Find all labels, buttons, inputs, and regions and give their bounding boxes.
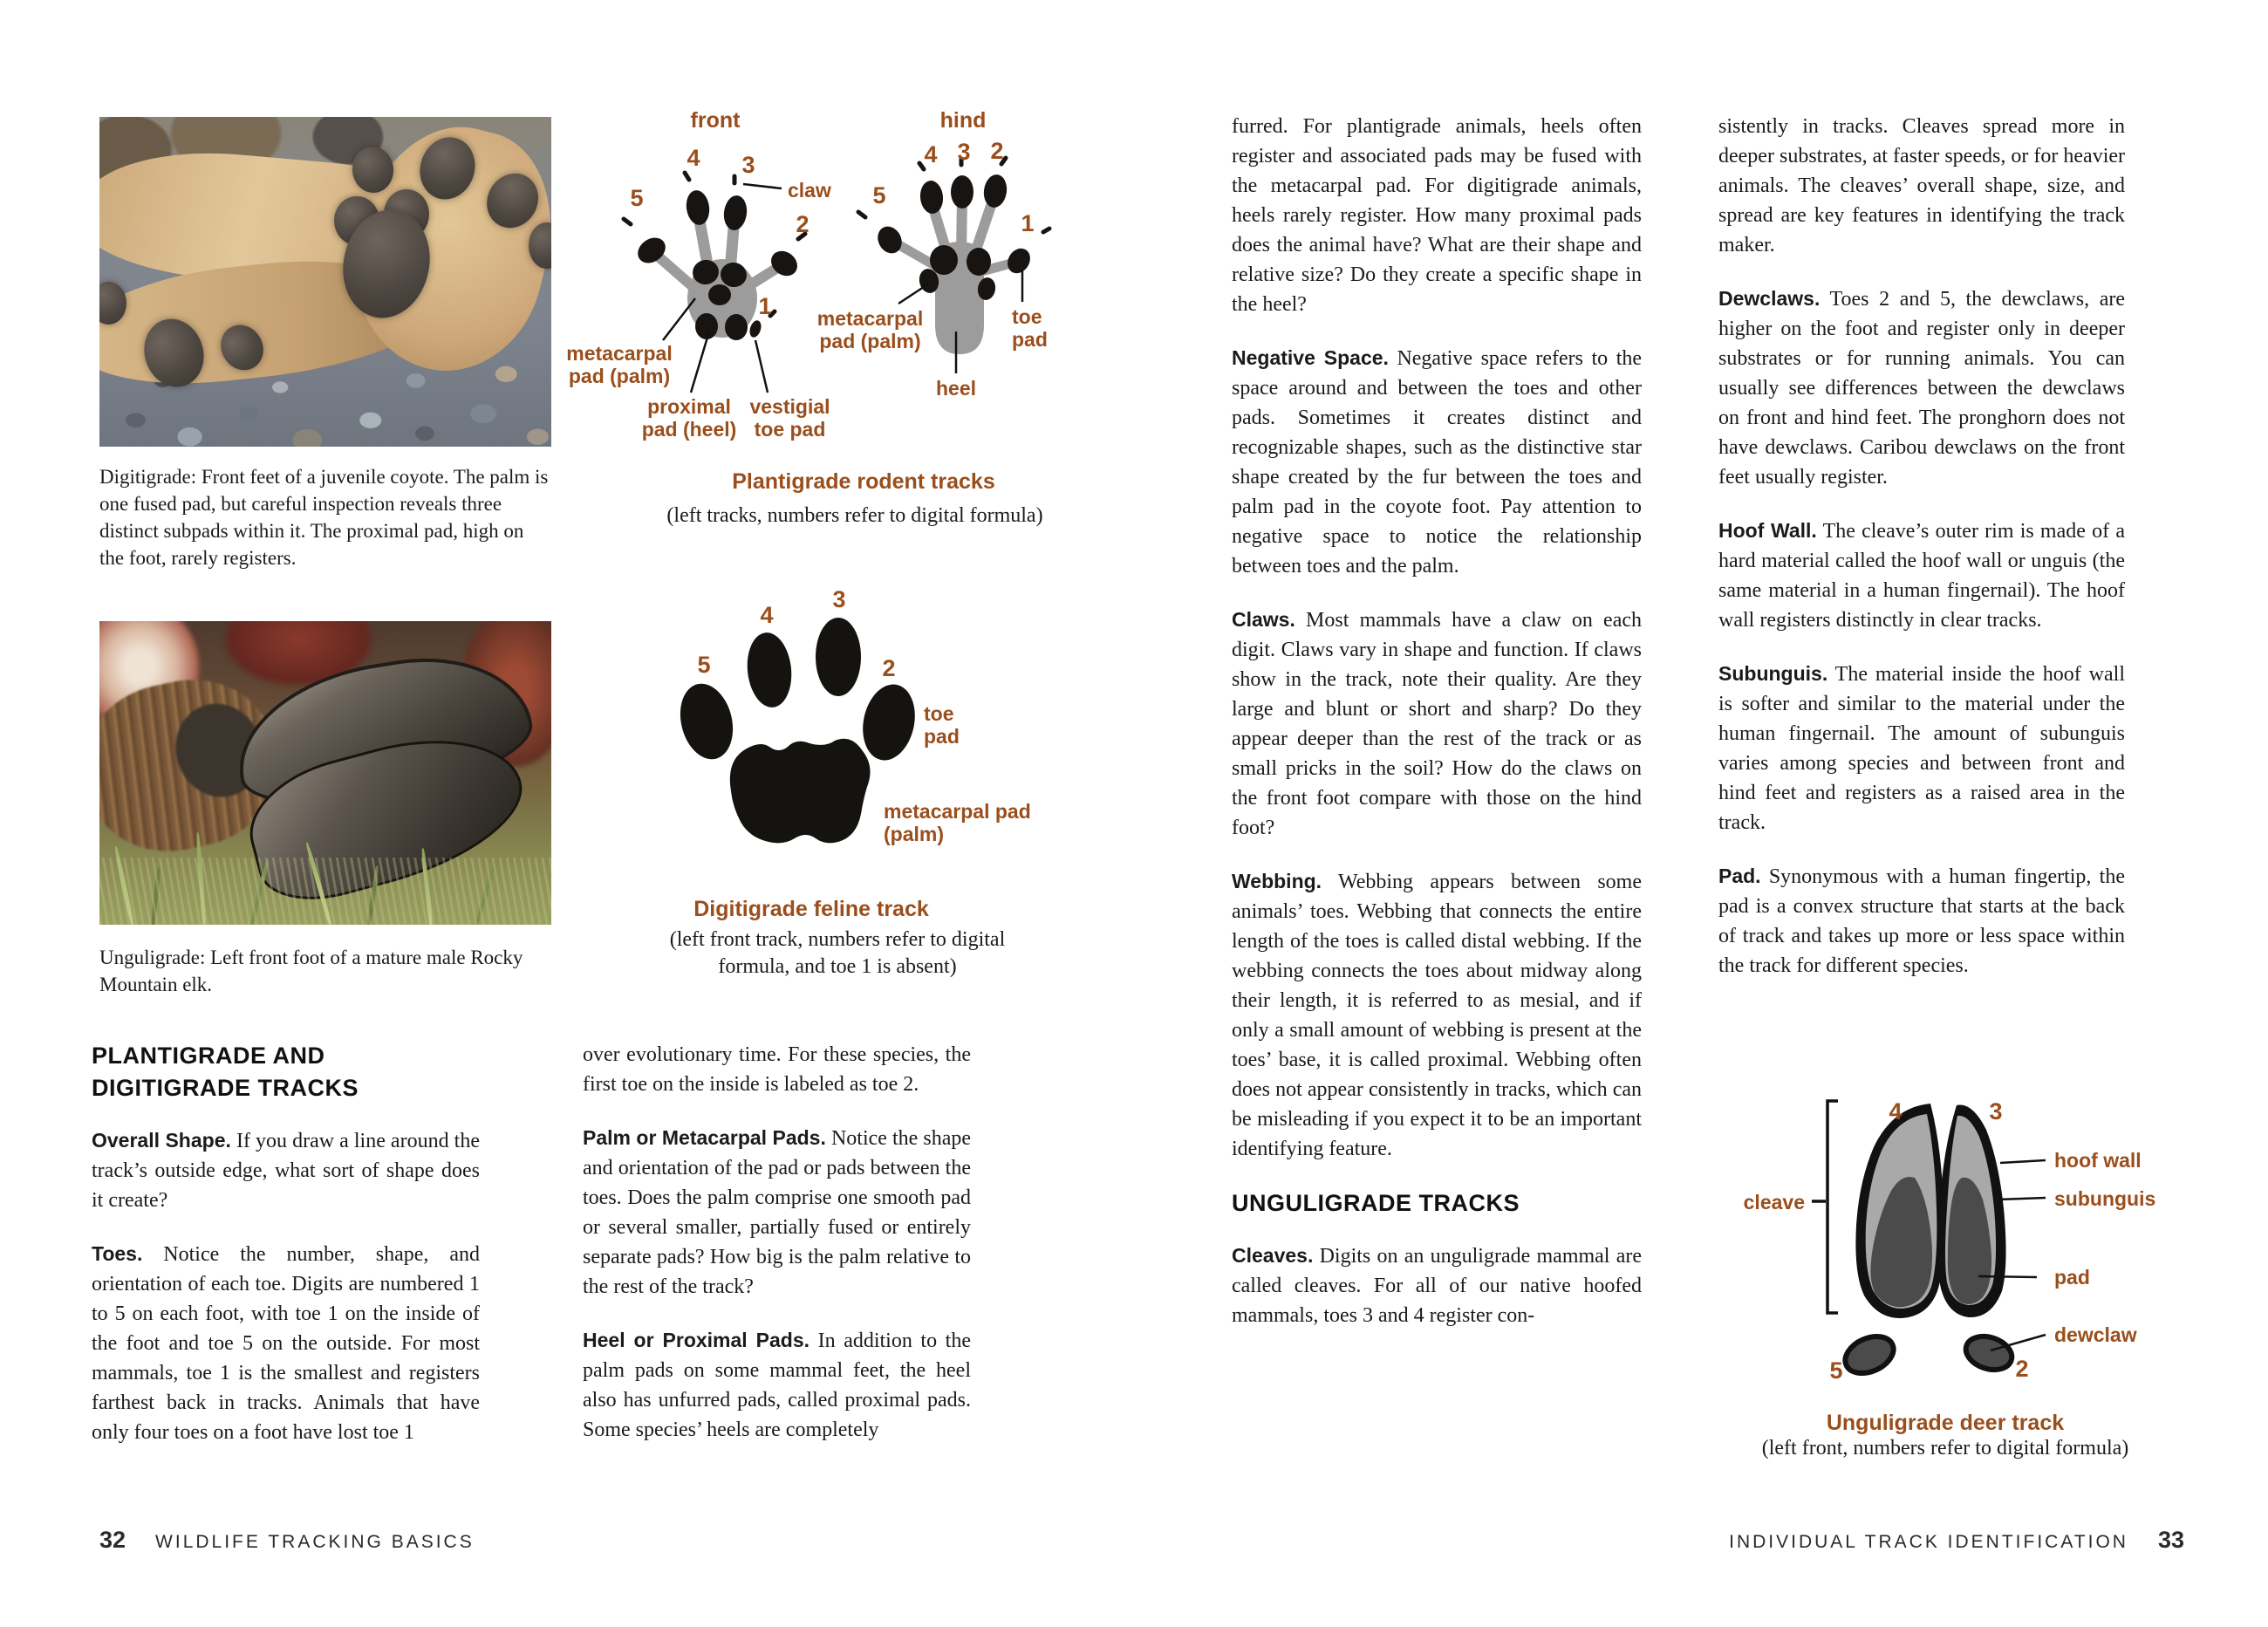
- paragraph-lead: Palm or Metacarpal Pads.: [583, 1126, 826, 1149]
- left-page-column-1: [92, 1040, 480, 1471]
- paragraph-continuation: [1718, 112, 2125, 260]
- paragraph-text: The cleave’s outer rim is made of a hard material called the hoof wall or unguis (the same material in a human fingernail). The hoof wall registers distinctly in clear tracks.: [1718, 520, 2125, 632]
- paragraph-text: If you draw a line around the track’s outside edge, what sort of shape does it create?: [92, 1130, 480, 1212]
- feline-subtitle-line2: formula, and toe 1 is absent): [718, 955, 957, 978]
- paragraph-text: Most mammals have a claw on each digit. Claws vary in shape and function. If claws show in the track, note their quality. Are they large and blunt or short and sharp? Do they appear deeper than the rest of the track or as small pricks in the soil? How do the claws on the front foot compare with those on the hind foot?: [1232, 609, 1642, 839]
- toe-number: 3: [957, 139, 971, 165]
- toe-number: 5: [872, 182, 886, 209]
- paragraph-webbing: [1232, 866, 1642, 1164]
- left-page-column-2: [583, 1040, 971, 1468]
- paragraph-text: The material inside the hoof wall is softer and similar to the material under the human fingernail. The amount of subunguis varies among species and between front and hind feet and registers as a raised area in the track.: [1718, 663, 2125, 834]
- paragraph-text: Notice the shape and orientation of the pad or pads between the toes. Does the palm comprise one smooth pad or several smaller, partially fused or entirely separate pads? How big is the palm relative to the rest of the track?: [583, 1127, 971, 1298]
- paragraph-text: Webbing appears between some animals’ toes. Webbing that connects the entire length of the toes is called distal webbing. If the webbing connects the toes about midway along their length, it is referred to as mesial, and if only a small amount of webbing is present at the toes’ base, it is called proximal. Webbing often does not appear consistently in tracks, which can be misleading if you expect it to be an important identifying feature.: [1232, 871, 1642, 1160]
- page-number: 32: [99, 1527, 126, 1553]
- toe-number: 2: [796, 211, 810, 237]
- elk-photo-caption: Unguligrade: Left front foot of a mature male Rocky Mountain elk.: [99, 947, 523, 995]
- toe-number: 3: [1989, 1098, 2003, 1125]
- toe-number: 3: [741, 152, 755, 178]
- toe-number: 2: [882, 655, 896, 681]
- toe-number: 5: [1829, 1357, 1843, 1384]
- paragraph-text: Toes 2 and 5, the dewclaws, are higher on the foot and register only in deeper substrates or for running animals. You can usually see differences between the dewclaws on front and hind feet. The pronghorn does not have dewclaws. Caribou dewclaws on the front feet usually register.: [1718, 288, 2125, 489]
- paragraph-subunguis: [1718, 659, 2125, 837]
- toe-pad-label: toe pad: [924, 702, 960, 748]
- paragraph-claws: [1232, 605, 1642, 843]
- feline-diagram-subtitle: [663, 926, 1012, 981]
- paragraph-text: In addition to the palm pads on some mammal feet, the heel also has unfurred pads, called proximal pads. Some species’ heels are completely: [583, 1330, 971, 1441]
- paragraph-text: sistently in tracks. Cleaves spread more in deeper substrates, at faster speeds, or for heavier animals. The cleaves’ overall shape, size, and spread are key features in identifying the track maker.: [1718, 115, 2125, 256]
- vestigial-toe-pad-label: vestigial toe pad: [749, 395, 830, 441]
- deer-diagram-title: Unguligrade deer track: [1826, 1411, 2065, 1435]
- elk-hoof-photo: [99, 621, 551, 925]
- toe-number: 4: [924, 141, 938, 167]
- toe-number: 4: [760, 602, 774, 628]
- running-header: WILDLIFE TRACKING BASICS: [155, 1532, 475, 1552]
- page-number: 33: [2157, 1527, 2184, 1553]
- hoof-wall-label: hoof wall: [2054, 1149, 2142, 1172]
- paragraph-lead: Cleaves.: [1232, 1244, 1314, 1267]
- paragraph-hoof-wall: [1718, 516, 2125, 635]
- paragraph-lead: Webbing.: [1232, 870, 1322, 892]
- paragraph-toes: [92, 1239, 480, 1447]
- feline-diagram-title: Digitigrade feline track: [693, 897, 929, 921]
- dry-grass: [99, 858, 551, 925]
- metacarpal-pad-label: metacarpal pad (palm): [816, 307, 924, 352]
- proximal-pad-label: proximal pad (heel): [641, 395, 737, 441]
- feline-track-diagram: [663, 571, 1099, 981]
- paragraph-text: Synonymous with a human fingertip, the pad is a convex structure that starts at the back of track and takes up more or less space within the track for different species.: [1718, 865, 2125, 977]
- paragraph-lead: Hoof Wall.: [1718, 519, 1817, 542]
- toe-number: 1: [1021, 210, 1035, 236]
- toe-number: 3: [832, 586, 846, 612]
- paragraph-lead: Negative Space.: [1232, 346, 1389, 369]
- paragraph-lead: Pad.: [1718, 865, 1761, 887]
- paragraph-text: furred. For plantigrade animals, heels often register and associated pads may be fused with the metacarpal pad. For digitigrade animals, heels rarely register. How many proximal pads does the animal have? What are their shape and relative size? Do they create a specific shape in the heel?: [1232, 115, 1642, 316]
- rodent-hind-heading: hind: [939, 108, 987, 133]
- paragraph-dewclaws: [1718, 284, 2125, 492]
- paragraph-lead: Heel or Proximal Pads.: [583, 1329, 810, 1351]
- pad-label: pad: [2054, 1266, 2090, 1289]
- paragraph-continuation: [1232, 112, 1642, 319]
- section-heading-plantigrade: PLANTIGRADE AND DIGITIGRADE TRACKS: [92, 1043, 359, 1101]
- paragraph-lead: Dewclaws.: [1718, 287, 1821, 310]
- paragraph-lead: Subunguis.: [1718, 662, 1828, 685]
- heel-label: heel: [935, 377, 977, 400]
- rodent-diagram-title: Plantigrade rodent tracks: [732, 469, 995, 494]
- right-page-footer: [1729, 1527, 2184, 1554]
- metacarpal-pad-label: metacarpal pad (palm): [566, 342, 673, 387]
- rodent-tracks-diagram: [558, 96, 1117, 532]
- paragraph-lead: Claws.: [1232, 608, 1295, 631]
- toe-pad-label: toe pad: [1012, 305, 1048, 351]
- paragraph-pad: [1718, 861, 2125, 981]
- right-page-column-2: [1718, 112, 2125, 1004]
- toe-number: 2: [990, 138, 1004, 164]
- toe-number: 4: [687, 145, 700, 171]
- paragraph-text: over evolutionary time. For these species, the first toe on the inside is labeled as toe 2.: [583, 1043, 971, 1096]
- rodent-diagram-subtitle: (left tracks, numbers refer to digital formula): [666, 504, 1043, 527]
- paragraph-overall-shape: [92, 1125, 480, 1215]
- deer-diagram-subtitle: (left front, numbers refer to digital formula): [1761, 1437, 2129, 1460]
- paragraph-continuation: [583, 1040, 971, 1099]
- paragraph-lead: Overall Shape.: [92, 1129, 231, 1152]
- paragraph-text: Negative space refers to the space around and between the toes and other pads. Sometimes it creates distinct and recognizable shapes, such as the distinctive star shape created by the fur between the toes and palm pad in the coyote foot. Pay attention to negative space to notice the relationship between toes and the palm.: [1232, 347, 1643, 578]
- dewclaw-label: dewclaw: [2054, 1323, 2137, 1346]
- toe-number: 5: [630, 185, 644, 211]
- toe-number: 2: [2015, 1356, 2029, 1382]
- paragraph-negative-space: [1232, 343, 1642, 581]
- paragraph-text: Digits on an unguligrade mammal are called cleaves. For all of our native hoofed mammals, toes 3 and 4 register con-: [1232, 1245, 1642, 1327]
- paragraph-lead: Toes.: [92, 1242, 143, 1265]
- paragraph-cleaves: [1232, 1241, 1642, 1330]
- paragraph-text: Notice the number, shape, and orientation of each toe. Digits are numbered 1 to 5 on each foot, with toe 1 on the inside of the foot and toe 5 on the outside. For most mammals, toe 1 is the smallest and registers farthest back in tracks. Animals that have only four toes on a foot have lost toe 1: [92, 1243, 480, 1444]
- coyote-paw-photo: [99, 117, 551, 447]
- paragraph-palm-pads: [583, 1123, 971, 1302]
- running-header: INDIVIDUAL TRACK IDENTIFICATION: [1729, 1532, 2128, 1552]
- right-page-column-1: [1232, 112, 1642, 1354]
- rodent-front-heading: front: [690, 108, 741, 133]
- toe-number: 1: [758, 293, 772, 319]
- coyote-photo-caption: Digitigrade: Front feet of a juvenile coyote. The palm is one fused pad, but careful inspection reveals three distinct subpads within it. The proximal pad, high on the foot, rarely registers.: [99, 466, 549, 569]
- deer-track-diagram: [1732, 1095, 2185, 1461]
- paragraph-heel-pads: [583, 1325, 971, 1445]
- claw-label: claw: [788, 179, 831, 202]
- metacarpal-pad-label: metacarpal pad (palm): [884, 800, 1031, 845]
- cleave-label: cleave: [1743, 1191, 1805, 1213]
- toe-number: 4: [1889, 1098, 1903, 1125]
- toe-number: 5: [697, 652, 711, 678]
- left-page-footer: [99, 1527, 475, 1554]
- section-heading-unguligrade: UNGULIGRADE TRACKS: [1232, 1190, 1520, 1216]
- feline-subtitle-line1: (left front track, numbers refer to digital: [669, 928, 1006, 951]
- subunguis-label: subunguis: [2054, 1187, 2156, 1210]
